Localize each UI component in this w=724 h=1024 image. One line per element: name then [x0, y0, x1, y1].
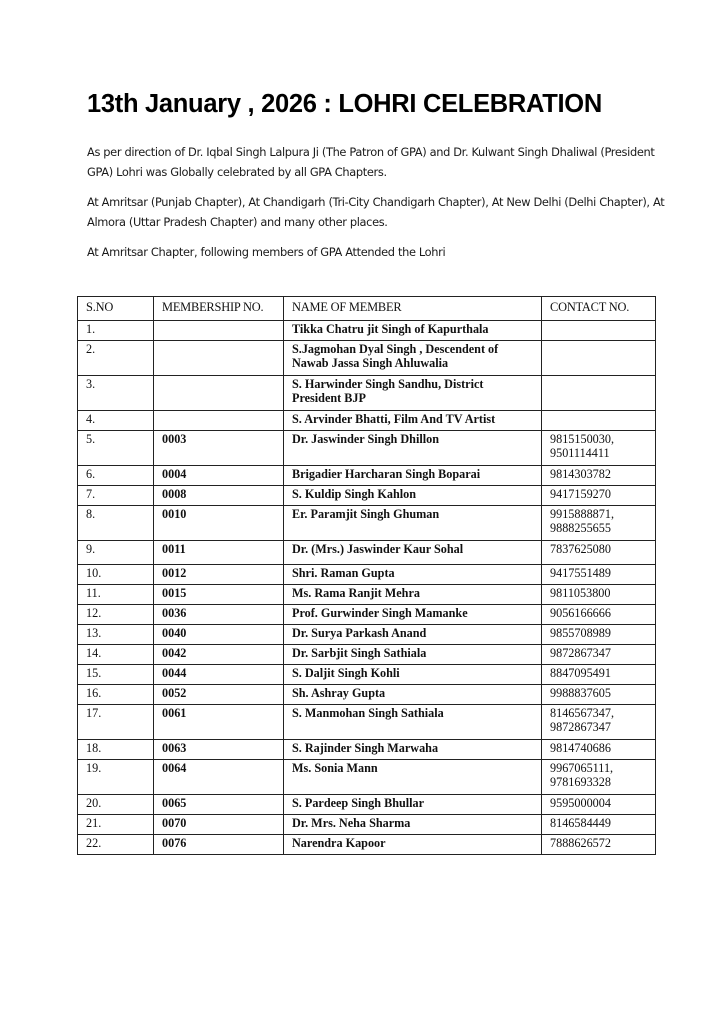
- cell-membership-no: [154, 321, 284, 341]
- cell-contact-no: 7888626572: [542, 835, 656, 855]
- cell-member-name: Brigadier Harcharan Singh Boparai: [284, 466, 542, 486]
- cell-sno: 5.: [78, 431, 154, 466]
- cell-member-name: Shri. Raman Gupta: [284, 565, 542, 585]
- cell-member-name: S. Daljit Singh Kohli: [284, 665, 542, 685]
- cell-member-name: Dr. Sarbjit Singh Sathiala: [284, 645, 542, 665]
- table-row: [78, 605, 656, 625]
- cell-membership-no: 0063: [154, 740, 284, 760]
- cell-sno: 9.: [78, 541, 154, 565]
- cell-membership-no: 0008: [154, 486, 284, 506]
- cell-contact-no: 9967065111, 9781693328: [542, 760, 656, 795]
- cell-membership-no: 0004: [154, 466, 284, 486]
- cell-sno: 2.: [78, 341, 154, 376]
- cell-member-name: S. Arvinder Bhatti, Film And TV Artist: [284, 411, 542, 431]
- cell-contact-no: 9855708989: [542, 625, 656, 645]
- cell-contact-no: 9814740686: [542, 740, 656, 760]
- cell-member-name: S. Rajinder Singh Marwaha: [284, 740, 542, 760]
- table-row: [78, 740, 656, 760]
- cell-membership-no: 0064: [154, 760, 284, 795]
- cell-sno: 18.: [78, 740, 154, 760]
- cell-membership-no: 0012: [154, 565, 284, 585]
- cell-contact-no: 9417551489: [542, 565, 656, 585]
- intro-paragraph: As per direction of Dr. Iqbal Singh Lalpura Ji (The Patron of GPA) and Dr. Kulwant Singh Dhaliwal (President GPA) Lohri was Globally celebrated by all GPA Chapters.: [87, 145, 655, 179]
- table-row: [78, 376, 656, 411]
- cell-member-name: Dr. Mrs. Neha Sharma: [284, 815, 542, 835]
- cell-member-name: S.Jagmohan Dyal Singh , Descendent of Nawab Jassa Singh Ahluwalia: [284, 341, 542, 376]
- cell-sno: 3.: [78, 376, 154, 411]
- table-row: [78, 585, 656, 605]
- cell-contact-no: 9915888871, 9888255655: [542, 506, 656, 541]
- cell-membership-no: 0040: [154, 625, 284, 645]
- cell-membership-no: 0044: [154, 665, 284, 685]
- table-row: [78, 321, 656, 341]
- cell-member-name: Ms. Sonia Mann: [284, 760, 542, 795]
- cell-contact-no: 9056166666: [542, 605, 656, 625]
- header-membership-no: MEMBERSHIP NO.: [154, 297, 284, 321]
- cell-member-name: S. Pardeep Singh Bhullar: [284, 795, 542, 815]
- cell-contact-no: 8146567347, 9872867347: [542, 705, 656, 740]
- cell-member-name: Prof. Gurwinder Singh Mamanke: [284, 605, 542, 625]
- cell-contact-no: [542, 376, 656, 411]
- cell-sno: 13.: [78, 625, 154, 645]
- cell-membership-no: 0070: [154, 815, 284, 835]
- cell-contact-no: 9815150030, 9501114411: [542, 431, 656, 466]
- cell-sno: 8.: [78, 506, 154, 541]
- table-row: [78, 835, 656, 855]
- header-contact-no: CONTACT NO.: [542, 297, 656, 321]
- cell-membership-no: 0076: [154, 835, 284, 855]
- attendance-paragraph: At Amritsar Chapter, following members of GPA Attended the Lohri: [87, 245, 446, 259]
- cell-sno: 15.: [78, 665, 154, 685]
- cell-sno: 14.: [78, 645, 154, 665]
- cell-membership-no: [154, 411, 284, 431]
- header-sno: S.NO: [78, 297, 154, 321]
- cell-member-name: Narendra Kapoor: [284, 835, 542, 855]
- table-row: [78, 411, 656, 431]
- table-row: [78, 625, 656, 645]
- cell-membership-no: 0015: [154, 585, 284, 605]
- cell-member-name: Tikka Chatru jit Singh of Kapurthala: [284, 321, 542, 341]
- cell-contact-no: [542, 341, 656, 376]
- cell-membership-no: 0042: [154, 645, 284, 665]
- cell-contact-no: 9417159270: [542, 486, 656, 506]
- cell-member-name: Er. Paramjit Singh Ghuman: [284, 506, 542, 541]
- cell-membership-no: [154, 376, 284, 411]
- table-row: [78, 341, 656, 376]
- cell-membership-no: 0011: [154, 541, 284, 565]
- cell-member-name: S. Harwinder Singh Sandhu, District President BJP: [284, 376, 542, 411]
- table-row: [78, 466, 656, 486]
- table-row: [78, 815, 656, 835]
- cell-contact-no: 9988837605: [542, 685, 656, 705]
- table-row: [78, 665, 656, 685]
- cell-contact-no: 9595000004: [542, 795, 656, 815]
- cell-membership-no: 0010: [154, 506, 284, 541]
- cell-sno: 20.: [78, 795, 154, 815]
- table-row: [78, 795, 656, 815]
- header-name-of-member: NAME OF MEMBER: [284, 297, 542, 321]
- chapters-paragraph: At Amritsar (Punjab Chapter), At Chandigarh (Tri-City Chandigarh Chapter), At New Delhi (Delhi Chapter), At Almora (Uttar Pradesh Chapter) and many other places.: [87, 195, 665, 229]
- table-row: [78, 506, 656, 541]
- cell-contact-no: 8146584449: [542, 815, 656, 835]
- cell-member-name: Ms. Rama Ranjit Mehra: [284, 585, 542, 605]
- cell-sno: 16.: [78, 685, 154, 705]
- cell-sno: 22.: [78, 835, 154, 855]
- table-row: [78, 705, 656, 740]
- cell-member-name: Sh. Ashray Gupta: [284, 685, 542, 705]
- cell-sno: 21.: [78, 815, 154, 835]
- cell-sno: 1.: [78, 321, 154, 341]
- cell-contact-no: 9811053800: [542, 585, 656, 605]
- cell-membership-no: 0036: [154, 605, 284, 625]
- table-row: [78, 565, 656, 585]
- cell-membership-no: 0052: [154, 685, 284, 705]
- table-row: [78, 685, 656, 705]
- cell-sno: 17.: [78, 705, 154, 740]
- table-row: [78, 760, 656, 795]
- cell-sno: 11.: [78, 585, 154, 605]
- cell-membership-no: [154, 341, 284, 376]
- cell-sno: 12.: [78, 605, 154, 625]
- members-table: [77, 296, 656, 855]
- cell-member-name: S. Manmohan Singh Sathiala: [284, 705, 542, 740]
- cell-membership-no: 0065: [154, 795, 284, 815]
- cell-member-name: S. Kuldip Singh Kahlon: [284, 486, 542, 506]
- table-row: [78, 486, 656, 506]
- cell-sno: 10.: [78, 565, 154, 585]
- cell-member-name: Dr. Jaswinder Singh Dhillon: [284, 431, 542, 466]
- cell-contact-no: 7837625080: [542, 541, 656, 565]
- table-header-row: [78, 297, 656, 321]
- cell-sno: 4.: [78, 411, 154, 431]
- page-title: 13th January , 2026 : LOHRI CELEBRATION: [87, 90, 602, 118]
- cell-member-name: Dr. (Mrs.) Jaswinder Kaur Sohal: [284, 541, 542, 565]
- cell-contact-no: [542, 321, 656, 341]
- cell-member-name: Dr. Surya Parkash Anand: [284, 625, 542, 645]
- cell-contact-no: [542, 411, 656, 431]
- cell-sno: 6.: [78, 466, 154, 486]
- cell-contact-no: 8847095491: [542, 665, 656, 685]
- cell-sno: 19.: [78, 760, 154, 795]
- table-row: [78, 541, 656, 565]
- cell-membership-no: 0003: [154, 431, 284, 466]
- cell-contact-no: 9872867347: [542, 645, 656, 665]
- cell-sno: 7.: [78, 486, 154, 506]
- cell-contact-no: 9814303782: [542, 466, 656, 486]
- table-row: [78, 645, 656, 665]
- cell-membership-no: 0061: [154, 705, 284, 740]
- table-row: [78, 431, 656, 466]
